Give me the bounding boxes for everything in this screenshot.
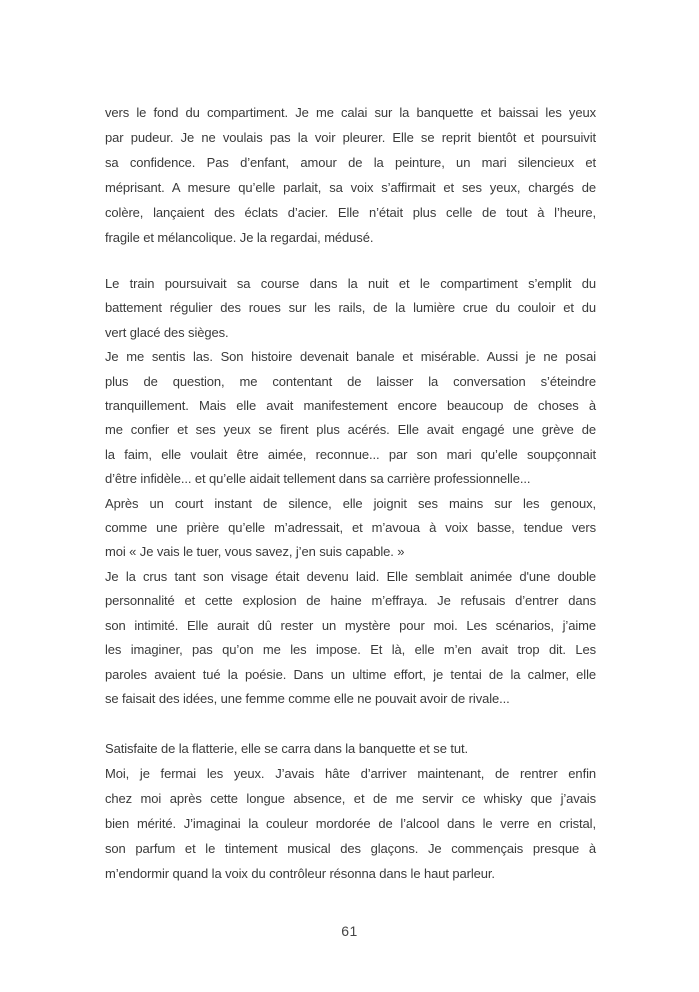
text-line: Je la crus tant son visage était devenu laid. Elle semblait animée d'une double [105,568,596,584]
text-line: Je me sentis las. Son histoire devenait banale et misérable. Aussi je ne posai [105,349,596,365]
text-line: vert glacé des sièges. [105,324,229,340]
text-line: paroles avaient tué la poésie. Dans un ultime effort, je tentai de la calmer, elle [105,666,596,682]
text-line: colère, lançaient des éclats d’acier. Elle n’était plus celle de tout à l’heure, [105,205,596,220]
text-line: m’endormir quand la voix du contrôleur résonna dans le haut parleur. [105,865,495,881]
text-line: son parfum et le tintement musical des glaçons. Je commençais presque à [105,840,596,856]
text-line: moi « Je vais le tuer, vous savez, j’en suis capable. » [105,544,405,560]
text-line: personnalité et cette explosion de haine m’effraya. Je refusais d’entrer dans [105,593,596,609]
text-line: vers le fond du compartiment. Je me calai sur la banquette et baissai les yeux [105,105,596,120]
paragraph-1 [105,100,596,250]
text-line: se faisait des idées, une femme comme elle ne pouvait avoir de rivale... [105,690,510,706]
text-line: Le train poursuivait sa course dans la nuit et le compartiment s’emplit du [105,276,596,291]
text-line: bien mérité. J’imaginai la couleur mordorée de l’alcool dans le verre en cristal, [105,815,596,831]
text-line: tranquillement. Mais elle avait manifestement encore beaucoup de choses à [105,398,596,414]
text-line: Satisfaite de la flatterie, elle se carra dans la banquette et se tut. [105,740,468,756]
text-line: me confier et ses yeux se firent plus acérés. Elle avait engagé une grève de [105,422,596,438]
text-line: son intimité. Elle aurait dû rester un mystère pour moi. Les scénarios, j’aime [105,617,596,633]
paragraph-3 [105,736,596,886]
text-line: par pudeur. Je ne voulais pas la voir pleurer. Elle se reprit bientôt et poursuivit [105,130,596,145]
text-line: sa confidence. Pas d’enfant, amour de la peinture, un mari silencieux et [105,155,596,170]
text-line: Après un court instant de silence, elle joignit ses mains sur les genoux, [105,495,596,511]
text-line: chez moi après cette longue absence, et de me servir ce whisky que j’avais [105,790,596,806]
text-line: comme une prière qu’elle m’adressait, et m’avoua à voix basse, tendue vers [105,520,596,536]
text-line: méprisant. A mesure qu’elle parlait, sa voix s’affirmait et ses yeux, chargés de [105,180,596,195]
text-line: d’être infidèle... et qu’elle aidait tellement dans sa carrière professionnelle... [105,471,531,487]
text-line: Moi, je fermai les yeux. J’avais hâte d’arriver maintenant, de rentrer enfin [105,765,596,781]
text-block [105,100,596,886]
text-line: plus de question, me contentant de laisser la conversation s’éteindre [105,373,596,389]
text-line: fragile et mélancolique. Je la regardai, médusé. [105,230,374,245]
text-line: la faim, elle voulait être aimée, reconnue... par son mari qu’elle soupçonnait [105,446,596,462]
text-line: les imaginer, pas qu’on me les impose. Et là, elle m’en avait trop dit. Les [105,642,596,658]
page-number: 61 [341,923,358,939]
paragraph-2 [105,272,596,711]
text-line: battement régulier des roues sur les rails, de la lumière crue du couloir et du [105,300,596,316]
